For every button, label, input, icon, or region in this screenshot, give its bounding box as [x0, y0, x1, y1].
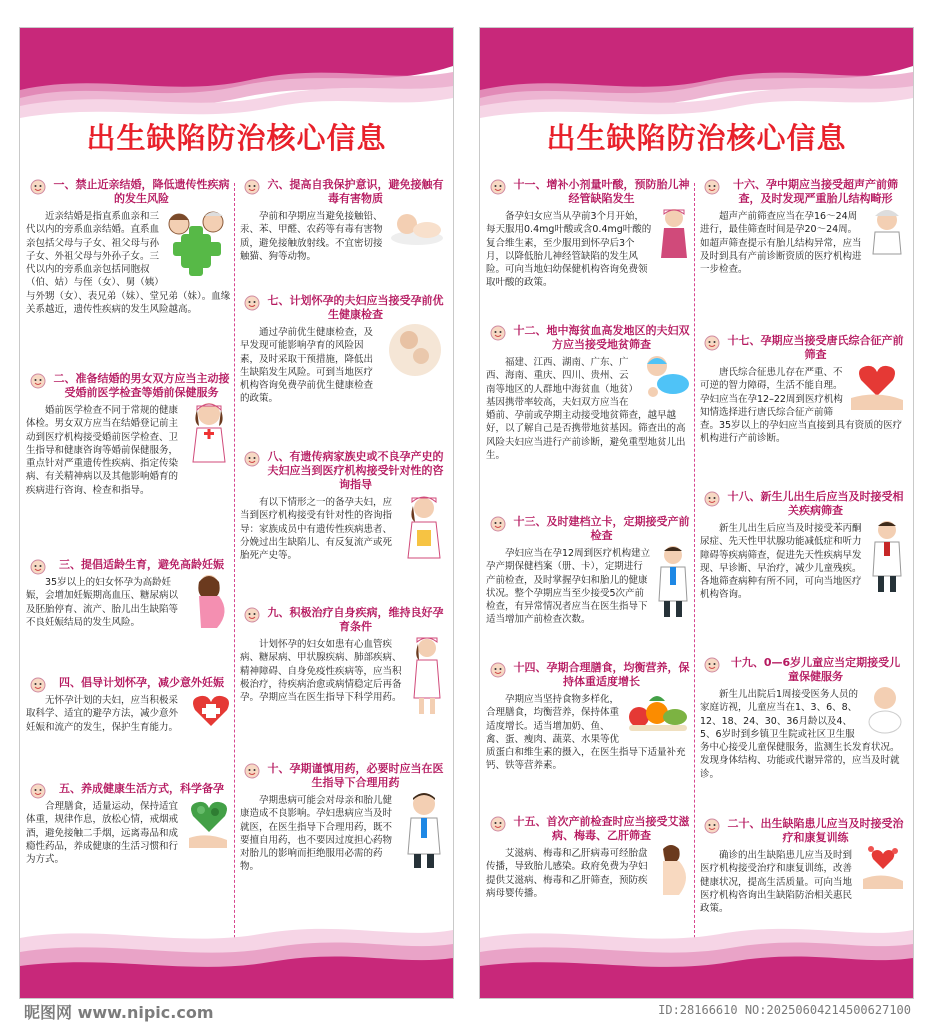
- green-heart-hand-icon: [187, 796, 231, 850]
- vegetables-icon: [625, 689, 691, 733]
- section-text: 婚前医学检查不同于常规的健康体检。男女双方应当在结婚登记前主动到医疗机构接受婚前医学检查、卫生指导和健康咨询等婚前保健服务，重点针对严重遗传性疾病、指定传染病、有关精神病以及其他影响婚育的疾病进行咨询、检查和指导。: [26, 405, 179, 496]
- nurse-clipboard-icon: [403, 492, 445, 568]
- poster-left: [19, 27, 454, 999]
- right-column-1: [486, 178, 691, 956]
- section-7: [240, 294, 445, 444]
- section-heading: 十一、增补小剂量叶酸，预防胎儿神经管缺陷发生: [513, 178, 690, 205]
- section-heading: 二十、出生缺陷患儿应当及时接受治疗和康复训练: [727, 817, 904, 844]
- heart-hands-icon: [849, 362, 905, 412]
- section-heading: 十二、地中海贫血高发地区的夫妇双方应当接受地贫筛查: [513, 324, 690, 351]
- top-wave-band: [20, 28, 453, 120]
- right-column-2: [700, 178, 905, 943]
- section-text: 通过孕前优生健康检查，及早发现可能影响孕育的风险因素，及时采取干预措施，降低出生缺陷发生风险。可到当地医疗机构咨询免费孕前优生健康检查的政策。: [240, 327, 374, 405]
- poster-title: 出生缺陷防治核心信息: [86, 121, 387, 155]
- section-text: 福建、江西、湖南、广东、广西、海南、重庆、四川、贵州、云南等地区的人群地中海贫血（地贫）基因携带率较高，夫妇双方应当在婚前、孕前或孕期主动接受地贫筛查，越早越好，以了解自己是否携带地贫基因。筛查出的高风险夫妇应当进行产前诊断，避免重型地贫儿出生。: [486, 357, 686, 462]
- section-10: [240, 762, 445, 912]
- doctor-professor-icon: [869, 206, 905, 256]
- section-heading: 二、准备结婚的男女双方应当主动接受婚前医学检查等婚前保健服务: [53, 372, 230, 399]
- section-text: 近亲结婚是指直系血亲和三代以内的旁系血亲结婚。直系血亲包括父母与子女、祖父母与孙子女、外祖父母与外孙子女。三代以内的旁系血亲包括同胞叔（伯、姑）与侄（女）、舅（姨）与外甥（女）、表兄弟（妹）、堂兄弟（妹）。血缘关系越近，遗传性疾病的发生风险越高。: [26, 211, 231, 316]
- section-heading: 十五、首次产前检查时应当接受艾滋病、梅毒、乙肝筛查: [513, 815, 690, 842]
- section-text: 艾滋病、梅毒和乙肝病毒可经胎盘传播，导致胎儿感染。政府免费为孕妇提供艾滋病、梅毒和乙肝筛查，预防疾病母婴传播。: [486, 848, 648, 899]
- section-4: [26, 676, 231, 776]
- doctor-man-icon: [869, 518, 905, 594]
- section-18: [700, 490, 905, 650]
- section-heading: 九、积极治疗自身疾病，维持良好孕育条件: [267, 606, 444, 633]
- section-14: [486, 661, 691, 809]
- hands-hearts-icon: [861, 845, 905, 891]
- section-9: [240, 606, 445, 756]
- section-text: 孕前和孕期应当避免接触铅、汞、苯、甲醛、农药等有毒有害物质，避免接触放射线。不宜密切接触猫、狗等动物。: [240, 211, 383, 262]
- section-heading: 七、计划怀孕的夫妇应当接受孕前优生健康检查: [267, 294, 444, 321]
- section-heading: 五、养成健康生活方式，科学备孕: [59, 782, 224, 795]
- section-heading: 四、倡导计划怀孕，减少意外妊娠: [59, 676, 224, 689]
- section-heading: 十三、及时建档立卡，定期接受产前检查: [513, 515, 690, 542]
- doctors-cross-icon: [163, 206, 231, 276]
- section-heading: 十九、0—6岁儿童应当定期接受儿童保健服务: [730, 656, 901, 683]
- section-12: [486, 324, 691, 509]
- section-17: [700, 334, 905, 484]
- section-text: 孕期患病可能会对母亲和胎儿健康造成不良影响。孕妇患病应当及时就医，在医生指导下合理用药，既不要擅自用药，也不要因过度担心药物对胎儿的影响而拒绝服用必需的药物。: [240, 795, 393, 873]
- nurse-icon: [187, 400, 231, 470]
- section-text: 超声产前筛查应当在孕16～24周进行，最佳筛查时间是孕20～24周。如超声筛查提示有胎儿结构异常，应当及时到具有产前诊断资质的医疗机构进一步检查。: [700, 211, 862, 276]
- section-text: 确诊的出生缺陷患儿应当及时到医疗机构接受治疗和康复训练，改善健康状况，提高生活质量。可向当地医疗机构咨询出生缺陷防治相关惠民政策。: [700, 850, 853, 915]
- section-11: [486, 178, 691, 318]
- section-text: 计划怀孕的妇女如患有心血管疾病、糖尿病、甲状腺疾病、肺部疾病、精神障碍、自身免疫性疾病等，应当积极治疗，待疾病治愈或病情稳定后再备孕。孕期应当在医生指导下科学用药。: [240, 639, 402, 704]
- section-heading: 十、孕期谨慎用药，必要时应当在医生指导下合理用药: [267, 762, 444, 789]
- bottom-wave-band: [20, 918, 453, 998]
- section-text: 有以下情形之一的备孕夫妇，应当到医疗机构接受有针对性的咨询指导：家族成员中有遗传性疾病患者、分娩过出生缺陷儿、有反复流产或死胎死产史等。: [240, 497, 393, 562]
- section-text: 35岁以上的妇女怀孕为高龄妊娠，会增加妊娠期高血压、糖尿病以及胚胎停育、流产、胎儿出生缺陷等不良妊娠结局的发生风险。: [26, 577, 179, 628]
- section-heading: 十七、孕期应当接受唐氏综合征产前筛查: [727, 334, 904, 361]
- section-text: 孕妇应当在孕12周到医疗机构建立孕产期保健档案（册、卡），定期进行产前检查，及时掌握孕妇和胎儿的健康状况。整个孕期应当至少接受5次产前检查，有异常情况者应当在医生指导下适当增加产前检查次数。: [486, 548, 651, 626]
- section-text: 合理膳食，适量运动，保持适宜体重，规律作息，放松心情，戒烟戒酒，避免接触二手烟，远离毒品和成瘾性药品，养成健康的生活习惯和行为方式。: [26, 801, 179, 866]
- sleeping-baby-icon: [389, 206, 445, 246]
- nurse-small-icon: [657, 206, 691, 266]
- column-divider: [694, 183, 695, 943]
- section-13: [486, 515, 691, 655]
- heart-cross-icon: [191, 690, 231, 730]
- section-heading: 十四、孕期合理膳食，均衡营养，保持体重适度增长: [513, 661, 690, 688]
- section-text: 新生儿出院后1周接受医务人员的家庭访视，儿童应当在1、3、6、8、12、18、24、30、36月龄以及4、5、6岁时到乡镇卫生院或社区卫生服务中心接受儿童保健服务，监测生长发育状况。发现身体结构、功能或代谢异常的，应当及时就诊。: [700, 689, 900, 780]
- top-wave-band: [480, 28, 913, 120]
- section-text: 新生儿出生后应当及时接受苯丙酮尿症、先天性甲状腺功能减低症和听力障碍等疾病筛查，促进先天性疾病早发现、早诊断、早治疗，减少儿童残疾。各地筛查病种有所不同，可向当地医疗机构咨询。: [700, 523, 862, 601]
- doctor-pointing-icon: [655, 543, 691, 619]
- site-watermark: 昵图网 www.nipic.com: [24, 1003, 214, 1022]
- section-1: [26, 178, 231, 366]
- section-heading: 十八、新生儿出生后应当及时接受相关疾病筛查: [727, 490, 904, 517]
- doctor-icon: [403, 790, 445, 870]
- section-text: 备孕妇女应当从孕前3个月开始，每天服用0.4mg叶酸或含0.4mg叶酸的复合维生素，至少服用到怀孕后3个月，以降低胎儿神经管缺陷的发生风险。可向当地妇幼保健机构咨询免费领取叶酸的政策。: [486, 211, 652, 289]
- crawling-baby-icon: [641, 352, 691, 400]
- section-heading: 六、提高自我保护意识，避免接触有毒有害物质: [267, 178, 444, 205]
- section-19: [700, 656, 905, 811]
- section-heading: 八、有遗传病家族史或不良孕产史的夫妇应当到医疗机构接受针对性的咨询指导: [267, 450, 444, 491]
- section-heading: 十六、孕中期应当接受超声产前筛查，及时发现严重胎儿结构畸形: [733, 178, 898, 205]
- section-5: [26, 782, 231, 922]
- section-2: [26, 372, 231, 552]
- section-16: [700, 178, 905, 328]
- left-column-1: [26, 178, 231, 928]
- left-column-2: [240, 178, 445, 918]
- section-heading: 三、提倡适龄生育，避免高龄妊娠: [59, 558, 224, 571]
- section-6: [240, 178, 445, 288]
- sitting-baby-icon: [865, 684, 905, 734]
- section-3: [26, 558, 231, 670]
- section-heading: 一、禁止近亲结婚，降低遗传性疾病的发生风险: [53, 178, 230, 205]
- section-8: [240, 450, 445, 600]
- bottom-wave-band: [480, 918, 913, 998]
- image-id-line: ID:28166610 NO:20250604214500627100: [658, 1003, 911, 1017]
- poster-title: 出生缺陷防治核心信息: [546, 121, 847, 155]
- nurse-standing-icon: [409, 634, 445, 716]
- column-divider: [234, 183, 235, 943]
- section-text: 孕期应当坚持食物多样化，合理膳食，均衡营养，保持体重适度增长。适当增加奶、鱼、禽、蛋、瘦肉、蔬菜、水果等优质蛋白和维生素的摄入，在医生指导下适量补充钙、铁等营养素。: [486, 694, 686, 772]
- pregnant-belly-icon: [655, 843, 691, 905]
- pregnant-woman-icon: [187, 572, 231, 638]
- poster-right: [479, 27, 914, 999]
- mother-baby-icon: [385, 322, 445, 378]
- section-text: 唐氏综合征患儿存在严重、不可逆的智力障碍，生活不能自理。孕妇应当在孕12–22周到医疗机构知情选择进行唐氏综合征产前筛查。35岁以上的孕妇应当直接到具有资质的医疗机构进行产前诊断。: [700, 367, 903, 445]
- section-text: 无怀孕计划的夫妇，应当积极采取科学、适宜的避孕方法，减少意外妊娠和流产的发生，保护生育能力。: [26, 695, 179, 733]
